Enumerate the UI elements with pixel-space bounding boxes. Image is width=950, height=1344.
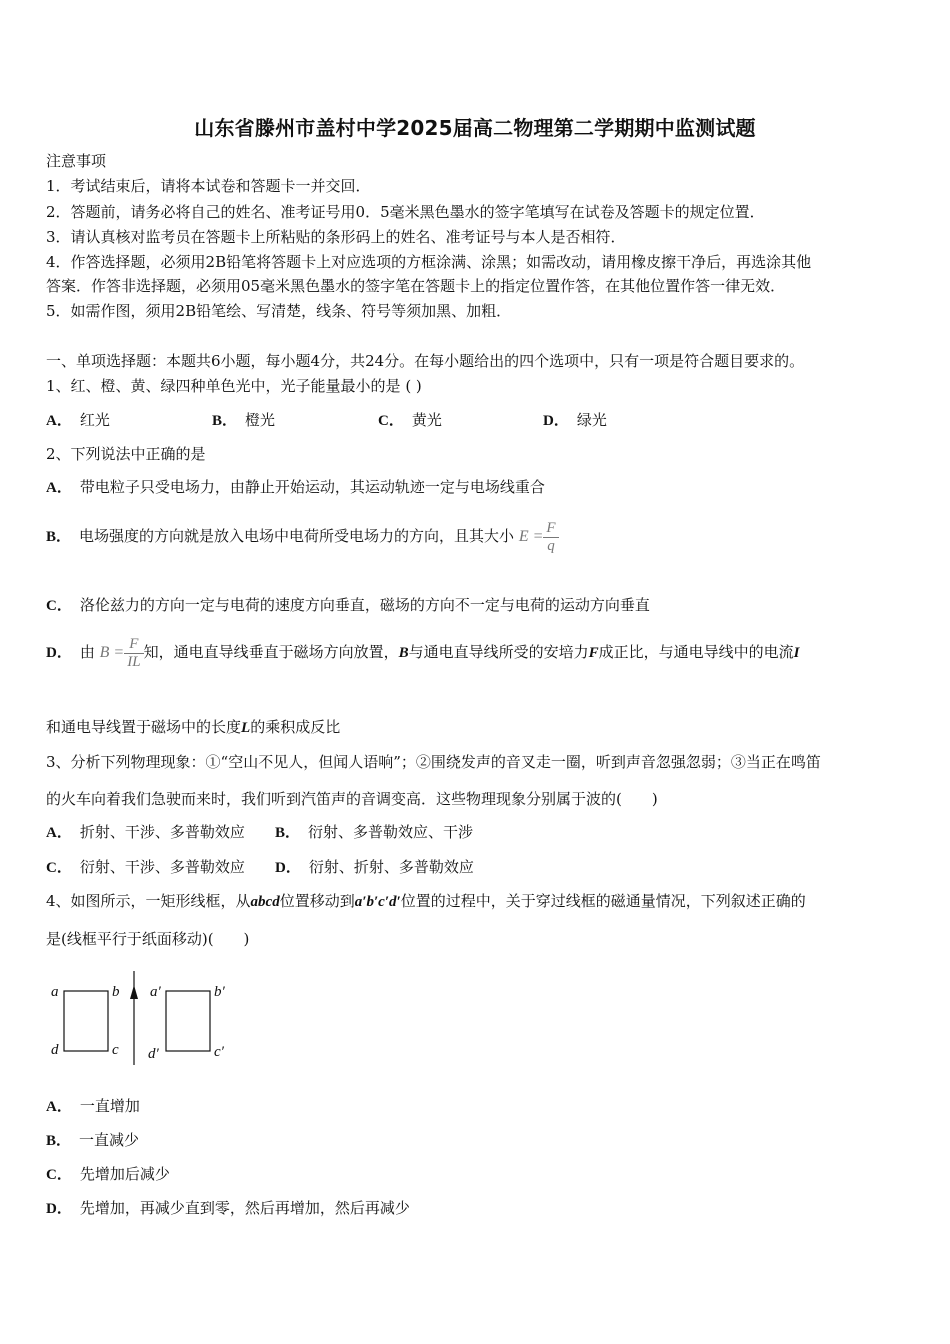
- option-text: 黄光: [411, 411, 442, 429]
- q4-option-b: [46, 1130, 139, 1151]
- q1-option-b: [212, 410, 275, 431]
- option-text: 绿光: [576, 411, 607, 429]
- formula-denominator: IL: [127, 653, 141, 670]
- frame-abcd: [64, 991, 108, 1051]
- formula-numerator: F: [124, 636, 143, 654]
- option-text: 衍射、多普勒效应、干涉: [308, 823, 474, 841]
- q2-option-b: [46, 514, 559, 559]
- option-text: 一直减少: [79, 1131, 140, 1149]
- label-a-prime: a′: [150, 984, 161, 1000]
- option-label: D．: [46, 645, 72, 661]
- formula-fraction: [124, 636, 143, 671]
- q1-option-c: [378, 410, 442, 431]
- option-text: 先增加，再减少直到零，然后再增加，然后再减少: [79, 1199, 410, 1217]
- label-c: c: [112, 1042, 119, 1058]
- q2-option-d-cont: [46, 717, 340, 738]
- option-text: 知，通电直导线垂直于磁场方向放置，: [143, 643, 399, 661]
- option-label: C．: [378, 413, 404, 429]
- stem-text: 位置移动到: [279, 892, 355, 910]
- label-d-prime: d′: [148, 1046, 159, 1062]
- notice-heading: 注意事项: [46, 152, 107, 170]
- option-label: A．: [46, 413, 72, 429]
- option-label: C．: [46, 860, 72, 876]
- q2-option-a: [46, 477, 545, 498]
- formula-lhs: B =: [99, 644, 125, 661]
- option-label: A．: [46, 825, 72, 841]
- option-text: 衍射、干涉、多普勒效应: [79, 858, 245, 876]
- option-label: A．: [46, 1099, 72, 1115]
- option-text: 折射、干涉、多普勒效应: [79, 823, 245, 841]
- symbol-l: L: [241, 720, 251, 736]
- symbol-i: I: [793, 645, 800, 661]
- label-b: b: [112, 984, 120, 1000]
- option-label: D．: [543, 413, 569, 429]
- q3-option-a: [46, 822, 245, 843]
- option-label: D．: [275, 860, 301, 876]
- formula-fraction: [543, 520, 558, 555]
- q1-option-d: [543, 410, 607, 431]
- option-text: 一直增加: [79, 1097, 140, 1115]
- q3-stem-cont: 的火车向着我们急驶而来时，我们听到汽笛声的音调变高．这些物理现象分别属于波的( ): [46, 790, 658, 808]
- option-label: B．: [275, 825, 301, 841]
- q1-stem: 1、红、橙、黄、绿四种单色光中，光子能量最小的是 ( ): [46, 377, 422, 395]
- option-label: B．: [46, 1133, 72, 1149]
- notice-item-4-cont: 答案．作答非选择题，必须用05毫米黑色墨水的签字笔在答题卡上的指定位置作答，在其他位置作答一律无效．: [46, 277, 786, 295]
- q4-stem: [46, 891, 806, 912]
- symbol-b: B: [398, 645, 409, 661]
- formula-denominator: q: [547, 537, 555, 554]
- q4-diagram: [46, 965, 246, 1070]
- q2-option-d: [46, 630, 799, 675]
- option-text: 带电粒子只受电场力，由静止开始运动，其运动轨迹一定与电场线重合: [79, 478, 545, 496]
- label-b-prime: b′: [214, 984, 225, 1000]
- stem-text: 4、如图所示，一矩形线框，从: [46, 892, 251, 910]
- option-label: C．: [46, 598, 72, 614]
- symbol-abcd: abcd: [250, 894, 280, 910]
- option-label: B．: [212, 413, 238, 429]
- option-label: C．: [46, 1167, 72, 1183]
- notice-item-2: 2．答题前，请务必将自己的姓名、准考证号用0．5毫米黑色墨水的签字笔填写在试卷及答题卡的规定位置．: [46, 203, 765, 221]
- option-text: 与通电直导线所受的安培力: [408, 643, 589, 661]
- option-text: 衍射、折射、多普勒效应: [308, 858, 474, 876]
- q2-stem: 2、下列说法中正确的是: [46, 445, 206, 463]
- q1-option-a: [46, 410, 110, 431]
- option-text: 橙光: [245, 411, 276, 429]
- option-text: 电场强度的方向就是放入电场中电荷所受电场力的方向，且其大小: [79, 527, 515, 545]
- formula-lhs: E =: [518, 528, 544, 545]
- option-label: A．: [46, 480, 72, 496]
- section-heading: 一、单项选择题：本题共6小题，每小题4分，共24分。在每小题给出的四个选项中，只有一项是符合题目要求的。: [46, 352, 805, 370]
- q2-option-c: [46, 595, 650, 616]
- page-title: 山东省滕州市盖村中学2025届高二物理第二学期期中监测试题: [194, 116, 756, 140]
- option-text: 先增加后减少: [79, 1165, 170, 1183]
- option-label: B．: [46, 529, 72, 545]
- symbol-abcd-prime: a′b′c′d′: [354, 894, 401, 910]
- option-text: 由: [79, 643, 95, 661]
- option-text: 成正比，与通电导线中的电流: [598, 643, 794, 661]
- q3-option-c: [46, 857, 245, 878]
- label-a: a: [51, 984, 59, 1000]
- notice-item-4: 4．作答选择题，必须用2B铅笔将答题卡上对应选项的方框涂满、涂黑；如需改动，请用橡皮擦干净后，再选涂其他: [46, 253, 812, 271]
- notice-item-3: 3．请认真核对监考员在答题卡上所粘贴的条形码上的姓名、准考证号与本人是否相符．: [46, 228, 626, 246]
- option-text: 洛伦兹力的方向一定与电荷的速度方向垂直，磁场的方向不一定与电荷的运动方向垂直: [79, 596, 650, 614]
- option-label: D．: [46, 1201, 72, 1217]
- option-text: 和通电导线置于磁场中的长度: [46, 718, 242, 736]
- q4-option-a: [46, 1096, 140, 1117]
- q3-option-d: [275, 857, 474, 878]
- q4-option-c: [46, 1164, 170, 1185]
- q3-option-b: [275, 822, 473, 843]
- q3-stem: 3、分析下列物理现象：①“空山不见人，但闻人语响”；②围绕发声的音叉走一圈，听到声音忽强忽弱；③当正在鸣笛: [46, 753, 821, 771]
- q4-option-d: [46, 1198, 410, 1219]
- formula-numerator: F: [543, 520, 558, 538]
- notice-item-5: 5．如需作图，须用2B铅笔绘、写清楚，线条、符号等须加黑、加粗．: [46, 302, 512, 320]
- symbol-f: F: [588, 645, 599, 661]
- option-text: 的乘积成反比: [250, 718, 341, 736]
- stem-text: 位置的过程中，关于穿过线框的磁通量情况，下列叙述正确的: [400, 892, 806, 910]
- option-text: 红光: [79, 411, 110, 429]
- notice-item-1: 1．考试结束后，请将本试卷和答题卡一并交回．: [46, 177, 371, 195]
- q4-stem-cont: 是(线框平行于纸面移动)( ): [46, 930, 250, 948]
- frame-abcd-prime: [166, 991, 210, 1051]
- label-c-prime: c′: [214, 1044, 224, 1060]
- label-d: d: [51, 1042, 59, 1058]
- current-arrow-icon: [130, 985, 138, 999]
